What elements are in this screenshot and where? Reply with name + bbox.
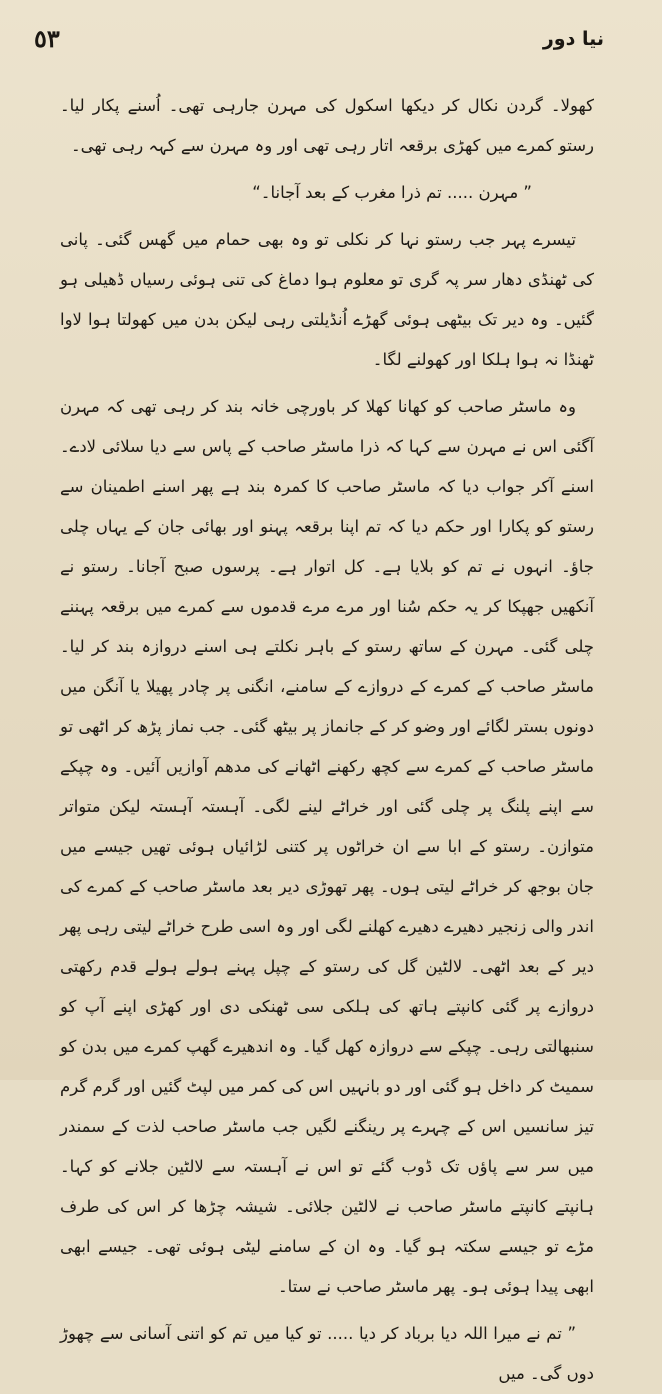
page-header: [34, 24, 604, 68]
paragraph-closing-dialogue: ” تم نے میرا اللہ دیا برباد کر دیا ..... تو کیا میں تم کو اتنی آسانی سے چھوڑ دوں گی۔ میں: [60, 1324, 594, 1383]
paragraph-afternoon: تیسرے پہر جب رستو نہا کر نکلی تو وہ بھی حمام میں گھس گئی۔ پانی کی ٹھنڈی دھار سر پہ گری تو معلوم ہوا دماغ کی تنی ہوئی رسیاں ڈھیلی ہو گئیں۔ وہ دیر تک بیٹھی ہوئی گھڑے اُنڈیلتی رہی لیکن بدن میں کھولتا ہوا لاوا ٹھنڈا نہ ہوا ہلکا اور کھولنے لگا۔: [60, 230, 594, 369]
text-body: [60, 86, 594, 1383]
paragraph-dialogue: ” مہرن ..... تم ذرا مغرب کے بعد آجانا۔“: [252, 183, 532, 202]
paragraph-opening: کھولا۔ گردن نکال کر دیکھا اسکول کی مہرن جارہی تھی۔ اُسنے پکار لیا۔ رستو کمرے میں کھڑی برقعہ اتار رہی تھی اور وہ مہرن سے کہہ رہی تھی۔: [60, 96, 594, 155]
page-number: ٥٣: [34, 24, 60, 53]
running-head-journal-title: نیا دور: [542, 28, 604, 50]
paragraph-main: وہ ماسٹر صاحب کو کھانا کھلا کر باورچی خانہ بند کر رہی تھی کہ مہرن آگئی اس نے مہرن سے کہا کہ ذرا ماسٹر صاحب کے پاس سے دیا سلائی لادے۔ اسنے آکر جواب دیا کہ ماسٹر صاحب کا کمرہ بند ہے پھر اسنے اطمینان سے رستو کو پکارا اور حکم دیا کہ تم اپنا برقعہ پہنو اور بھائی جان کے یہاں چلی جاؤ۔ انہوں نے تم کو بلایا ہے۔ کل اتوار ہے۔ پرسوں صبح آجانا۔ رستو نے آنکھیں جھپکا کر یہ حکم سُنا اور مرے مرے قدموں سے کمرے میں برقعہ پہننے چلی گئی۔ مہرن کے ساتھ رستو کے باہر نکلتے ہی اسنے دروازہ بند کر لیا۔ ماسٹر صاحب کے کمرے کے دروازے کے سامنے، انگنی پر چادر پھیلا یا آنگن میں دونوں بستر لگائے اور وضو کر کے جانماز پر بیٹھ گئی۔ جب نماز پڑھ کر اٹھی تو ماسٹر صاحب کے کمرے سے کچھ رکھنے اٹھانے کی مدھم آوازیں آئیں۔ وہ چپکے سے اپنے پلنگ پر چلی گئی اور خراٹے لینے لگی۔ آہستہ آہستہ لیکن متواتر متوازن۔ رستو کے ابا سے ان خراٹوں پر کتنی لڑائیاں ہوئی تھیں جیسے میں جان بوجھ کر خراٹے لیتی ہوں۔ پھر تھوڑی دیر بعد ماسٹر صاحب کے کمرے کی اندر والی زنجیر دھیرے دھیرے کھلنے لگی اور وہ اسی طرح خراٹے لیتی رہی پھر دیر کے بعد اٹھی۔ لالٹین گل کی رستو کے چپل پہنے ہولے ہولے قدم رکھتی دروازے پر گئی کانپتے ہاتھ کی ہلکی سی ٹھنکی دی اور کھڑی اپنے آپ کو سنبھالتی رہی۔ چپکے سے دروازہ کھل گیا۔ وہ اندھیرے گھپ کمرے میں بدن کو سمیٹ کر داخل ہو گئی اور دو بانہیں اس کی کمر میں لپٹ گئیں اور گرم گرم تیز سانسیں اس کے چہرے پر رینگنے لگیں جب ماسٹر صاحب لذت کے سمندر میں سر سے پاؤں تک ڈوب گئے تو اس نے آہستہ سے لالٹین جلانے کو کہا۔ ہانپتے کانپتے ماسٹر صاحب نے لالٹین جلائی۔ شیشہ چڑھا کر اس کی طرف مڑے تو جیسے سکتہ ہو گیا۔ وہ ان کے سامنے لیٹی ہوئی تھی۔ جیسے ابھی ابھی پیدا ہوئی ہو۔ پھر ماسٹر صاحب نے ستا۔: [60, 397, 594, 1296]
